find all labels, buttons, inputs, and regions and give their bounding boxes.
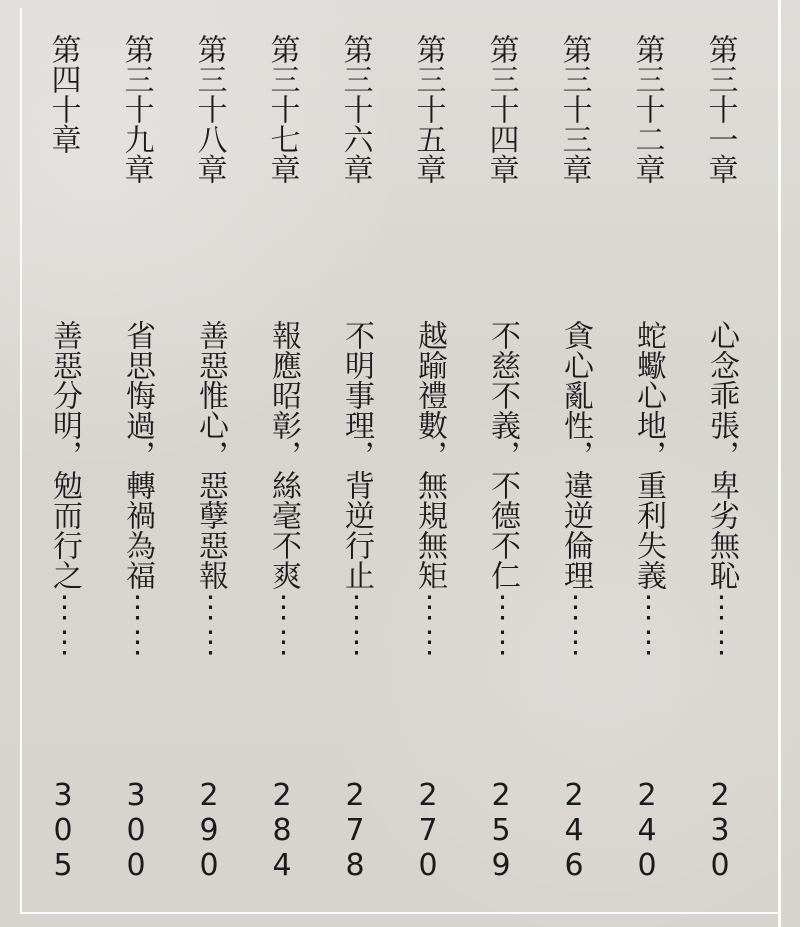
- toc-entry: [626, 34, 668, 894]
- page-number-column: [334, 778, 376, 898]
- page-number-column: [699, 778, 741, 898]
- page-number-column: [115, 778, 157, 898]
- toc-entry: [261, 34, 303, 894]
- chapter-title: 第三十四章: [483, 34, 519, 184]
- chapter-description: 善惡惟心，惡孽惡報⋮⋮: [193, 320, 228, 660]
- left-border: [20, 8, 22, 912]
- page-number: 246: [556, 778, 592, 883]
- chapter-title: 第三十五章: [410, 34, 446, 184]
- chapter-description: 不明事理，背逆行止⋮⋮: [339, 320, 374, 660]
- chapter-title: 第三十一章: [702, 34, 738, 184]
- chapter-description: 善惡分明，勉而行之⋮⋮: [47, 320, 82, 660]
- page-number: 305: [45, 778, 81, 883]
- page-number: 230: [702, 778, 738, 883]
- chapter-title: 第三十八章: [191, 34, 227, 184]
- toc-entry: [188, 34, 230, 894]
- toc-entry: [334, 34, 376, 894]
- page-number-column: [407, 778, 449, 898]
- chapter-title: 第三十七章: [264, 34, 300, 184]
- toc-entry: [407, 34, 449, 894]
- chapter-title: 第四十章: [45, 34, 81, 154]
- toc-entry: [115, 34, 157, 894]
- page-number: 278: [337, 778, 373, 883]
- chapter-description: 貪心亂性，違逆倫理⋮⋮: [558, 320, 593, 660]
- toc-entry: [699, 34, 741, 894]
- chapter-description: 心念乖張，卑劣無恥⋮⋮: [704, 320, 739, 660]
- page-number-column: [188, 778, 230, 898]
- right-border: [778, 0, 781, 927]
- chapter-description: 越踰禮數，無規無矩⋮⋮: [412, 320, 447, 660]
- page-number-column: [42, 778, 84, 898]
- page-number: 270: [410, 778, 446, 883]
- chapter-description: 蛇蠍心地，重利失義⋮⋮: [631, 320, 666, 660]
- chapter-title: 第三十六章: [337, 34, 373, 184]
- chapter-description: 報應昭彰，絲毫不爽⋮⋮: [266, 320, 301, 660]
- page-number: 240: [629, 778, 665, 883]
- chapter-description: 省思悔過，轉禍為福⋮⋮: [120, 320, 155, 660]
- chapter-title: 第三十九章: [118, 34, 154, 184]
- toc-entry: [42, 34, 84, 894]
- page-number: 259: [483, 778, 519, 883]
- chapter-title: 第三十三章: [556, 34, 592, 184]
- page-number-column: [626, 778, 668, 898]
- toc-entry: [480, 34, 522, 894]
- page-number: 300: [118, 778, 154, 883]
- toc-entry: [553, 34, 595, 894]
- page-number: 284: [264, 778, 300, 883]
- page-number-column: [480, 778, 522, 898]
- page-number-column: [261, 778, 303, 898]
- bottom-border: [20, 912, 780, 914]
- chapter-description: 不慈不義，不德不仁⋮⋮: [485, 320, 520, 660]
- table-of-contents: [32, 34, 768, 904]
- chapter-title: 第三十二章: [629, 34, 665, 184]
- page-number-column: [553, 778, 595, 898]
- page-number: 290: [191, 778, 227, 883]
